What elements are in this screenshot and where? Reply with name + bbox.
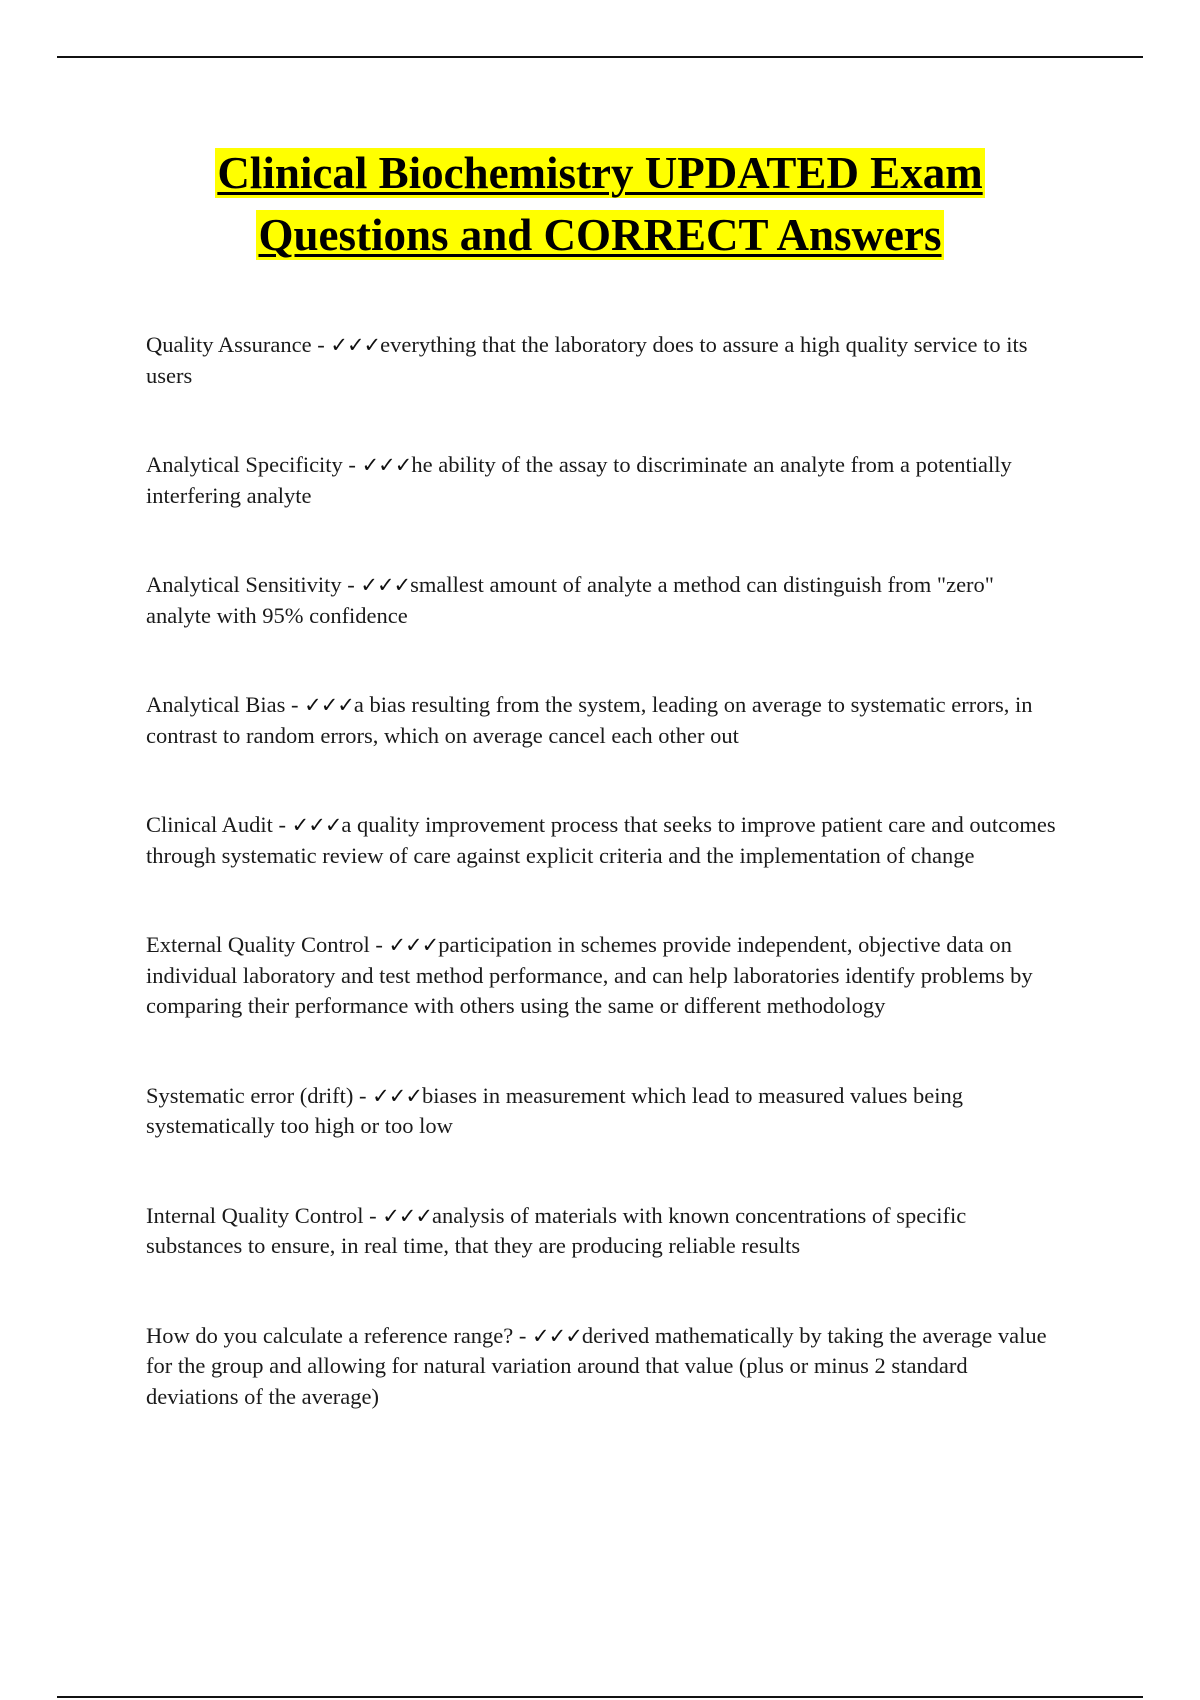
qa-term: Analytical Specificity - <box>146 452 362 477</box>
qa-answer: everything that the laboratory does to assure a high quality service to its users <box>146 332 1028 388</box>
top-page-rule <box>57 56 1143 58</box>
check-marks-icon: ✓✓✓ <box>372 1083 422 1108</box>
qa-item-internal-quality-control <box>146 1201 1056 1262</box>
qa-item-quality-assurance <box>146 330 1056 391</box>
check-marks-icon: ✓✓✓ <box>382 1203 432 1228</box>
qa-item-analytical-bias <box>146 690 1056 751</box>
qa-term: Internal Quality Control - <box>146 1202 383 1228</box>
qa-item-analytical-specificity <box>146 450 1056 511</box>
qa-term: Analytical Sensitivity - <box>146 572 361 597</box>
qa-item-external-quality-control <box>146 930 1056 1022</box>
title-line-2: Questions and CORRECT Answers <box>258 210 942 260</box>
bottom-page-rule <box>57 1696 1143 1698</box>
check-marks-icon: ✓✓✓ <box>330 333 381 357</box>
check-marks-icon: ✓✓✓ <box>361 453 412 477</box>
qa-item-clinical-audit <box>146 810 1056 871</box>
check-marks-icon: ✓✓✓ <box>360 573 411 597</box>
qa-answer: derived mathematically by taking the average value for the group and allowing for natural variation around that value (plus or minus 2 standard deviations of the average) <box>146 1322 1047 1409</box>
qa-answer: analysis of materials with known concentrations of specific substances to ensure, in real time, that they are producing reliable results <box>146 1202 967 1258</box>
document-title <box>0 142 1200 266</box>
qa-answer: participation in schemes provide independent, objective data on individual laboratory and test method performance, and can help laboratories identify problems by comparing their performance with others using the same or different methodology <box>146 932 1033 1018</box>
qa-term: External Quality Control - <box>146 932 389 957</box>
qa-item-reference-range <box>146 1321 1056 1413</box>
qa-answer: he ability of the assay to discriminate an analyte from a potentially interfering analyte <box>146 452 1012 508</box>
qa-list <box>146 330 1056 1412</box>
title-line-1: Clinical Biochemistry UPDATED Exam <box>217 148 983 198</box>
qa-answer: a bias resulting from the system, leading on average to systematic errors, in contrast to random errors, which on average cancel each other out <box>146 692 1033 748</box>
qa-term: Quality Assurance - <box>146 332 331 357</box>
qa-answer: smallest amount of analyte a method can distinguish from "zero" analyte with 95% confidence <box>146 572 994 628</box>
qa-item-analytical-sensitivity <box>146 570 1056 631</box>
qa-item-systematic-error <box>146 1081 1056 1142</box>
qa-term: Analytical Bias - <box>146 692 305 717</box>
qa-answer: a quality improvement process that seeks to improve patient care and outcomes through systematic review of care against explicit criteria and the implementation of change <box>146 812 1056 868</box>
check-marks-icon: ✓✓✓ <box>532 1323 582 1348</box>
check-marks-icon: ✓✓✓ <box>304 693 354 717</box>
check-marks-icon: ✓✓✓ <box>388 933 439 957</box>
check-marks-icon: ✓✓✓ <box>291 813 342 837</box>
qa-answer: biases in measurement which lead to measured values being systematically too high or too low <box>146 1082 964 1138</box>
qa-term: Systematic error (drift) - <box>146 1082 373 1108</box>
qa-term: How do you calculate a reference range? - <box>146 1322 533 1348</box>
qa-term: Clinical Audit - <box>146 812 292 837</box>
